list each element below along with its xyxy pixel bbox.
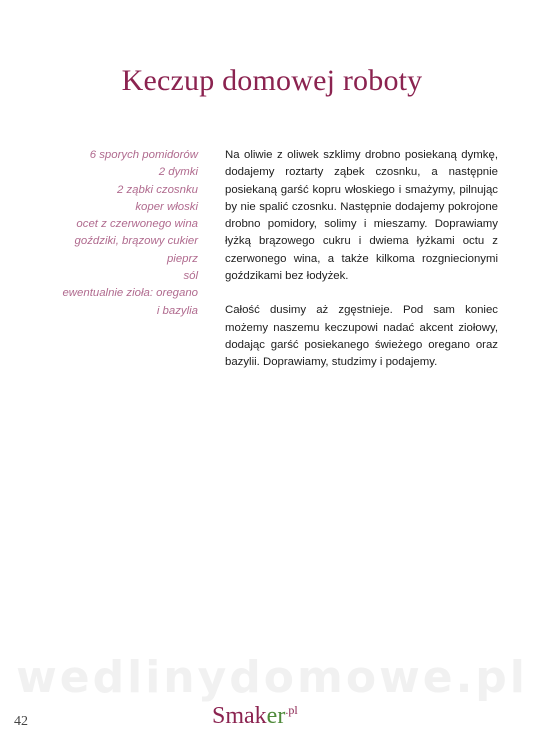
logo-part: .pl	[285, 703, 298, 717]
ingredient-item: koper włoski	[135, 200, 198, 213]
watermark: wedlinydomowe.pl	[16, 652, 528, 703]
ingredient-item: ewentualnie zioła: oregano	[62, 287, 198, 300]
ingredient-item: ocet z czerwonego wina	[76, 218, 198, 231]
method-paragraph: Na oliwie z oliwek szklimy drobno posiekaną dymkę, dodajemy roztarty ząbek czosnku, a następnie posiekaną garść kopru włoskiego i smażymy, pilnując by nie spalić czosnku. Następnie dodajemy pokrojone drobno pomidory, solimy i mieszamy. Doprawiamy łyżką brązowego cukru i dwiema łyżkami octu z czerwonego wina, a także kilkoma rozgniecionymi goździkami bez łodyżek.	[225, 149, 498, 283]
logo-part: Smak	[212, 703, 267, 729]
ingredient-item: pieprz	[166, 252, 198, 265]
smaker-logo	[212, 703, 298, 730]
method-text	[225, 147, 498, 389]
ingredient-item: 6 sporych pomidorów	[89, 149, 198, 161]
ingredient-item: i bazylia	[156, 304, 198, 317]
ingredient-item: 2 dymki	[158, 166, 198, 179]
ingredients-list	[20, 147, 198, 320]
ingredient-item: sól	[183, 270, 198, 283]
ingredient-item: 2 ząbki czosnku	[116, 183, 198, 196]
ingredient-item: goździki, brązowy cukier	[74, 235, 198, 248]
page-number: 42	[14, 714, 28, 729]
method-paragraph: Całość dusimy aż zgęstnieje. Pod sam koniec możemy naszemu keczupowi nadać akcent ziołowy, dodając garść posiekanego świeżego oregano oraz bazylii. Doprawiamy, studzimy i podajemy.	[225, 304, 498, 369]
logo-part: er	[266, 703, 286, 729]
recipe-title: Keczup domowej roboty	[121, 64, 423, 97]
